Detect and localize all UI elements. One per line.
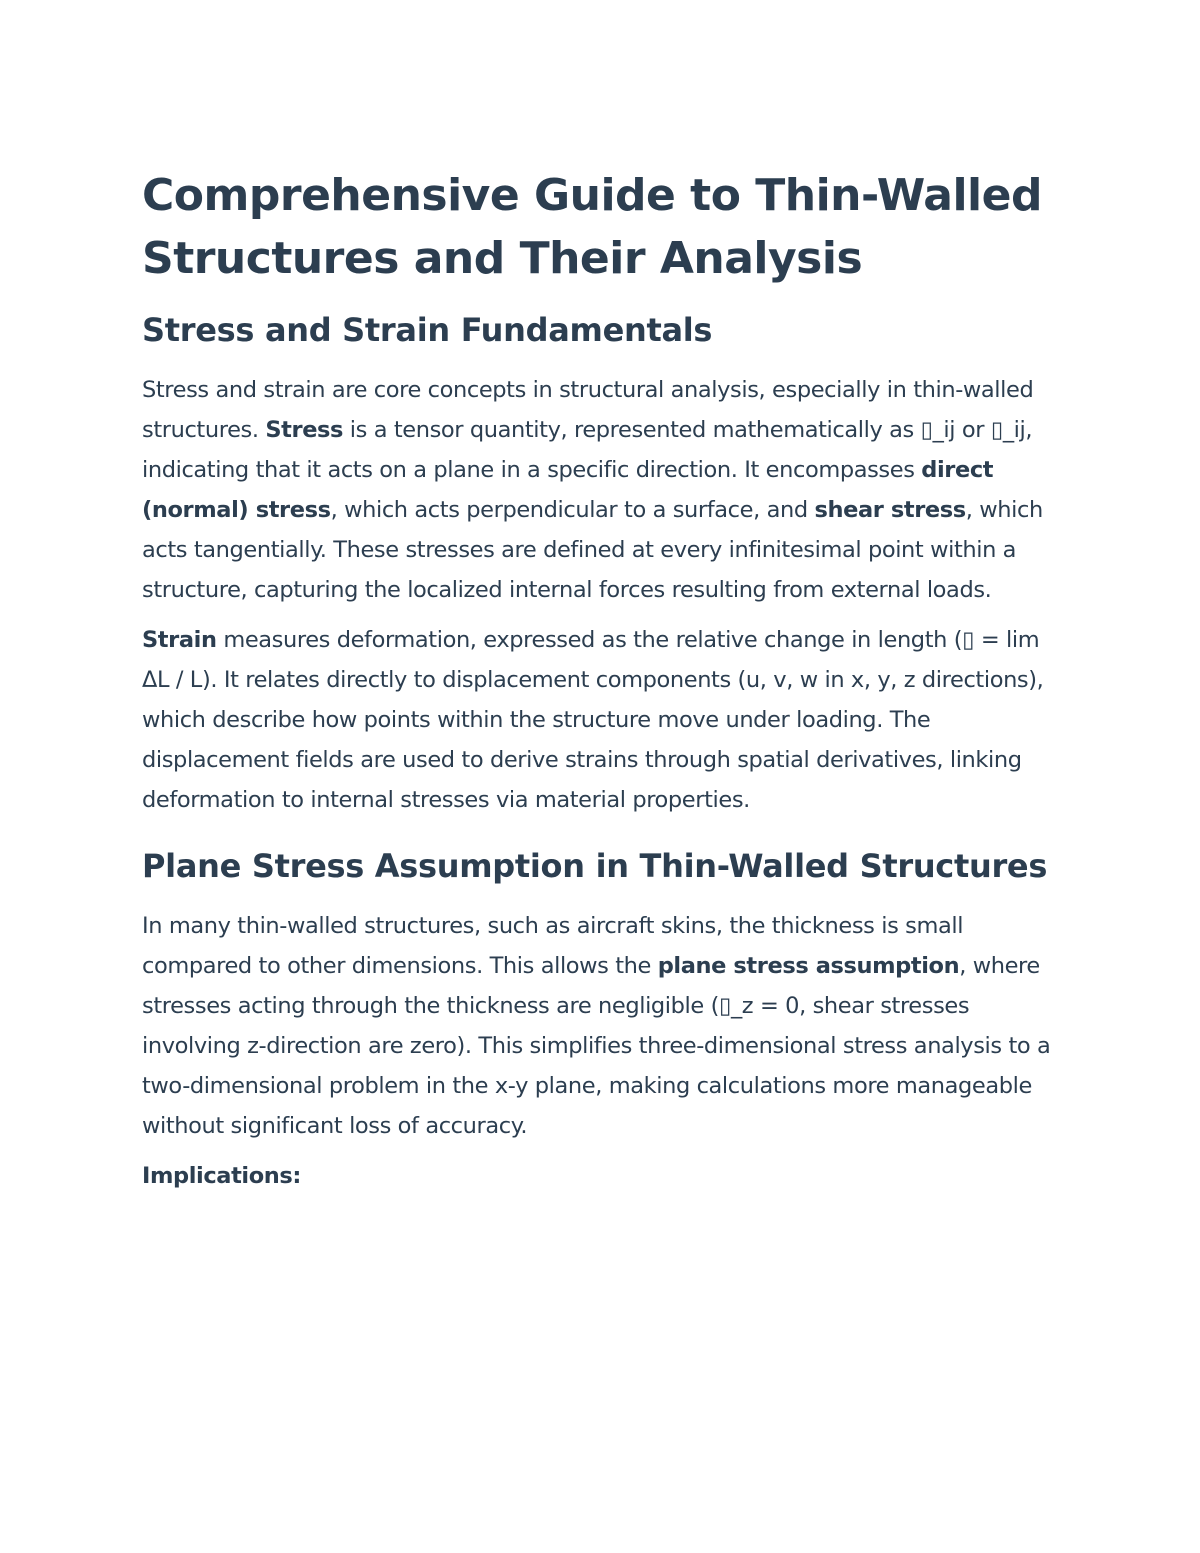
section-heading-stress-strain: Stress and Strain Fundamentals: [142, 311, 713, 349]
text-run: measures deformation, expressed as the relative change in length (▯ = lim ΔL / L). It relates directly to displacement components (u, v, w in x, y, z directions), which describe how points within the structure move under loading. The displacement fields are used to derive strains through spatial derivatives, linking deformation to internal stresses via material properties.: [142, 627, 1044, 813]
bold-term-strain: Strain: [142, 627, 217, 653]
bold-term-direct-stress: direct (normal) stress: [142, 457, 994, 523]
text-run: , which acts tangentially. These stresses are defined at every infinitesimal point within a structure, capturing the localized internal forces resulting from external loads.: [142, 497, 1043, 603]
text-run: , which acts perpendicular to a surface, and: [330, 497, 815, 523]
text-run: , where stresses acting through the thickness are negligible (▯_z = 0, shear stresses involving z-direction are zero). This simplifies three-dimensional stress analysis to a two-dimensional problem in the x-y plane, making calculations more manageable without significant loss of accuracy.: [142, 953, 1051, 1139]
text-run: is a tensor quantity, represented mathematically as ▯_ij or ▯_ij, indicating that it acts on a plane in a specific direction. It encompasses: [142, 417, 1033, 483]
section-heading-plane-stress: Plane Stress Assumption in Thin-Walled Structures: [142, 847, 1048, 885]
bold-term-shear-stress: shear stress: [814, 497, 966, 523]
implications-label: [142, 1156, 1072, 1196]
bold-implications: Implications:: [142, 1163, 302, 1189]
text-run: In many thin-walled structures, such as aircraft skins, the thickness is small compared to other dimensions. This allows the: [142, 913, 964, 979]
document-title: Comprehensive Guide to Thin-Walled Structures and Their Analysis: [142, 170, 1042, 284]
paragraph-strain: [142, 620, 1072, 820]
bold-term-stress: Stress: [265, 417, 344, 443]
bold-term-plane-stress-assumption: plane stress assumption: [657, 953, 960, 979]
paragraph-plane-stress: [142, 906, 1072, 1146]
paragraph-stress: [142, 370, 1072, 610]
document-page: [142, 164, 1072, 1206]
text-run: Stress and strain are core concepts in structural analysis, especially in thin-walled structures.: [142, 377, 1034, 443]
